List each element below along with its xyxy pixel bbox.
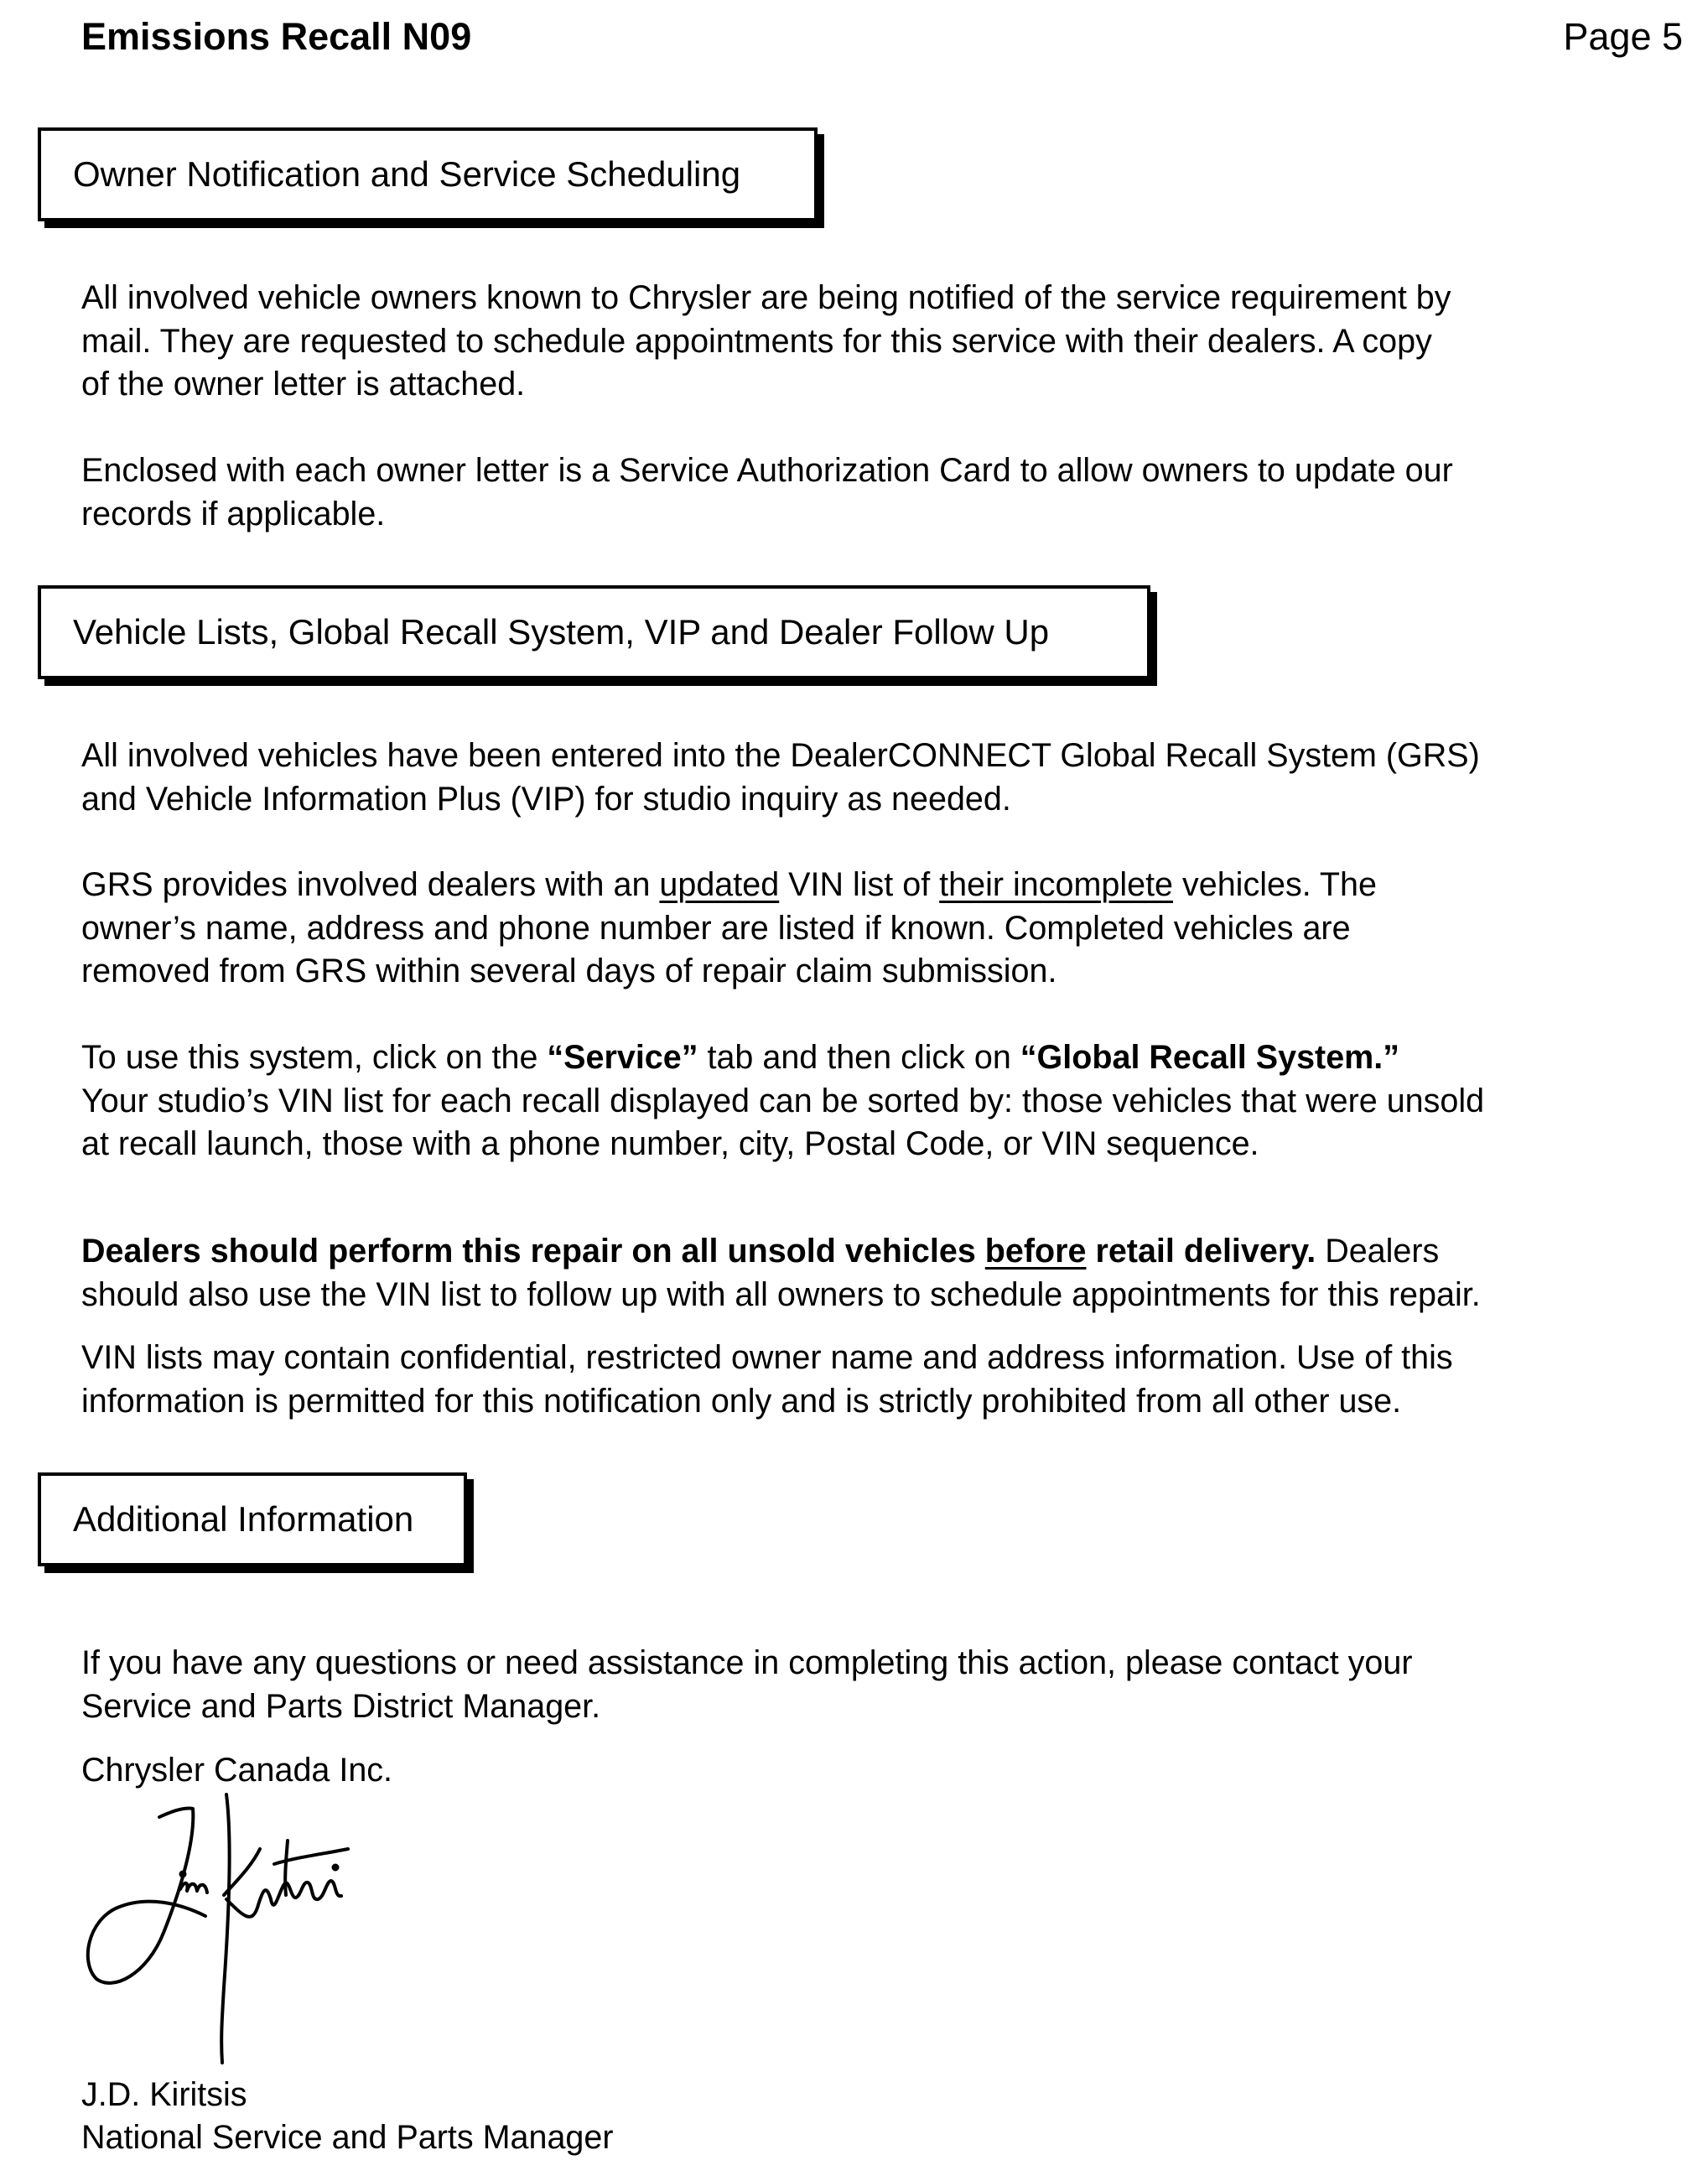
section-heading-vehicle-lists [38,585,1150,679]
text-line: To use this system, click on the “Service” tab and then click on “Global Recall System.” [81,1039,1400,1076]
company-name: Chrysler Canada Inc. [81,1752,393,1789]
text-line: If you have any questions or need assistance in completing this action, please contact your [81,1644,1413,1681]
signatory-title: National Service and Parts Manager [81,2119,614,2156]
paragraph-system-instructions [81,1036,1691,1166]
section-heading-label: Vehicle Lists, Global Recall System, VIP and Dealer Follow Up [73,612,1050,652]
text-line: All involved vehicle owners known to Chrysler are being notified of the service requirement by [81,279,1451,316]
text-line: VIN lists may contain confidential, restricted owner name and address information. Use of this [81,1339,1453,1376]
page-number: Page 5 [1563,15,1683,58]
paragraph-owner-notification [81,277,1691,407]
text-line: owner’s name, address and phone number are listed if known. Completed vehicles are [81,909,1351,947]
text-line: All involved vehicles have been entered into the DealerCONNECT Global Recall System (GRS) [81,737,1480,774]
text-line: and Vehicle Information Plus (VIP) for studio inquiry as needed. [81,780,1011,818]
paragraph-dealer-requirement [81,1230,1691,1316]
document-title: Emissions Recall N09 [81,15,472,58]
text-line: Enclosed with each owner letter is a Service Authorization Card to allow owners to update our [81,452,1453,489]
text-line: Your studio’s VIN list for each recall displayed can be sorted by: those vehicles that were unsold [81,1082,1485,1119]
text-line: mail. They are requested to schedule appointments for this service with their dealers. A copy [81,322,1432,360]
text-line: at recall launch, those with a phone number, city, Postal Code, or VIN sequence. [81,1125,1259,1162]
text-line: Service and Parts District Manager. [81,1687,601,1725]
text-line: records if applicable. [81,495,386,532]
text-line: Dealers should perform this repair on all unsold vehicles before retail delivery. Dealers [81,1233,1440,1270]
section-heading-owner-notification [38,127,818,221]
section-heading-label: Owner Notification and Service Scheduling [73,154,741,194]
section-heading-label: Additional Information [73,1499,414,1539]
paragraph-confidentiality [81,1337,1691,1423]
paragraph-authorization-card [81,449,1691,536]
text-line: information is permitted for this notification only and is strictly prohibited from all other use. [81,1382,1402,1420]
text-line: GRS provides involved dealers with an updated VIN list of their incomplete vehicles. The [81,866,1377,903]
section-heading-additional-information [38,1472,467,1566]
text-line: should also use the VIN list to follow up with all owners to schedule appointments for this repair. [81,1275,1481,1313]
paragraph-grs-vin-list [81,864,1691,994]
handwritten-signature [80,1790,398,2067]
text-line: removed from GRS within several days of repair claim submission. [81,953,1057,989]
paragraph-contact [81,1642,1691,1728]
signatory-name: J.D. Kiritsis [81,2076,247,2113]
paragraph-grs-entry [81,735,1691,821]
text-line: of the owner letter is attached. [81,366,526,402]
